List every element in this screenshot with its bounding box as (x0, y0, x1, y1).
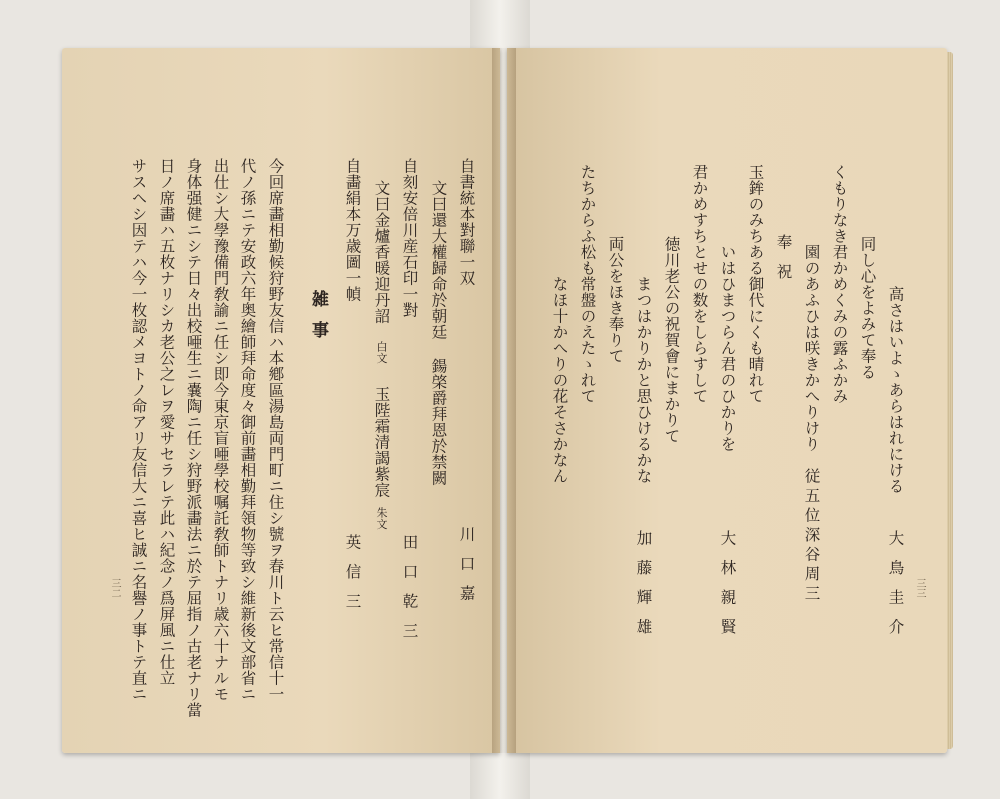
verse-line: たちからふ松も常盤のえたゝれて (578, 164, 597, 404)
poet-name: 従五位深谷周三 (802, 468, 821, 605)
gift-note: 白文 (375, 341, 388, 364)
verse-line: くもりなき君かめくみの露ふかみ (830, 164, 849, 404)
body-line: 日ノ席畵ハ五枚ナリシカ老公之レヲ愛サセラレテ此ハ紀念ノ爲屏風ニ仕立 (157, 158, 176, 686)
verse-line: 両公をほき奉りて (606, 236, 625, 364)
open-book (62, 48, 947, 753)
left-page (62, 48, 500, 753)
body-line: 代ノ孫ニテ安政六年奥繪師拜命度々御前畵相勤拜領物等致シ維新後文部省ニ (238, 158, 257, 702)
body-line: 身体强健ニシテ日々出校唖生ニ嚢陶ニ任シ狩野派畵法ニ於テ屈指ノ古老ナリ當 (184, 158, 203, 718)
gift-line: 鍚棨爵拜恩於禁闕 (429, 358, 448, 486)
poet-name: 大林親賢 (718, 530, 737, 648)
right-page (507, 48, 947, 753)
verse-line: まつはかりかと思ひけるかな (634, 276, 653, 484)
verse-line: なほ十かへりの花そさかなん (550, 276, 569, 484)
book-gutter (492, 48, 516, 753)
verse-heading: 奉祝 (774, 234, 793, 293)
signatory-name: 田口乾三 (400, 534, 419, 652)
page-number: 三二 (109, 578, 120, 598)
verse-line: 君かめすちとせの数をしらすして (690, 164, 709, 404)
verse-line: 高さはいよゝあらはれにける (886, 286, 905, 494)
body-line: 今回席畵相勤候狩野友信ハ本鄕區湯島両門町ニ住シ號ヲ春川ト云ヒ常信十一 (266, 158, 285, 702)
body-line: サスヘシ因テハ今一枚認メヨトノ命アリ友信大ニ喜ヒ誠ニ名譽ノ事トテ直ニ (129, 158, 148, 702)
signatory-name: 英信三 (343, 534, 362, 623)
page-edges (947, 52, 953, 749)
gift-line: 文曰還大權歸命於朝廷 (429, 180, 448, 340)
gift-line: 玉陛霜清謁紫宸 (372, 386, 391, 498)
verse-line: 玉鉾のみちある御代にくも晴れて (746, 164, 765, 404)
poet-name: 大鳥圭介 (886, 530, 905, 648)
verse-line: 園のあふひは咲きかへりけり (802, 244, 821, 452)
page-number: 三三 (914, 578, 925, 598)
body-line: 出仕シ大學豫備門敎諭ニ任シ即今東京盲唖學校嘱託敎師トナリ歳六十ナルモ (211, 158, 230, 702)
signatory-name: 川口嘉 (457, 526, 476, 615)
gift-line: 自畵絹本万歳圖一幀 (343, 158, 362, 302)
verse-line: 徳川老公の祝賀會にまかりて (662, 236, 681, 444)
poet-name: 加藤輝雄 (634, 530, 653, 648)
section-title: 雑事 (308, 290, 328, 352)
gift-note: 朱文 (375, 507, 388, 530)
verse-line: いはひまつらん君のひかりを (718, 244, 737, 452)
gift-line: 自書統本對聯一双 (457, 158, 476, 286)
gift-line: 文曰金爐香暖迎丹詔 (372, 180, 391, 324)
gift-line: 自刻安倍川産石印一對 (400, 158, 419, 318)
verse-line: 同し心をよみて奉る (858, 236, 877, 380)
